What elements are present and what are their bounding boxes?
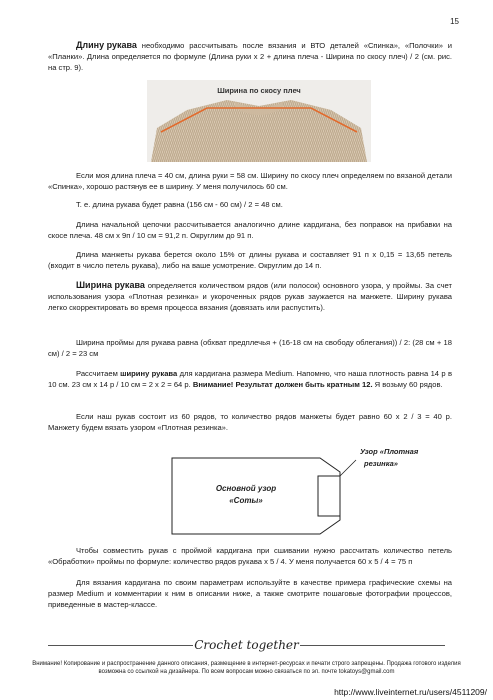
sleeve-photo	[147, 80, 371, 162]
footer-logo: Crochet together	[194, 638, 299, 652]
main-pattern-label-1: Основной узор	[215, 484, 277, 493]
paragraph-instructions: Для вязания кардигана по своим параметрам используйте в качестве примера графические схемы на размер Medium и комментарии к ним в описании ниже, а также смотрите пошаговые фотографии процессов, приведенные в мастер-классе.	[48, 578, 452, 610]
watermark-url: http://www.liveinternet.ru/users/4511209/	[334, 687, 487, 697]
attention-note: Внимание! Результат должен быть кратным 12.	[192, 380, 373, 390]
paragraph-sleeve-result: Т. е. длина рукава будет равна (156 см - 60 см) / 2 = 48 см.	[76, 200, 283, 209]
shoulder-width-label: Ширина по скосу плеч	[217, 86, 301, 95]
paragraph-cuff-rows: Если наш рукав состоит из 60 рядов, то количество рядов манжеты будет равно 60 х 2 / 3 = 40 р. Манжету будем вязать узором «Плотная резинка».	[48, 412, 452, 433]
paragraph-armhole-width: Ширина проймы для рукава равна (обхват предплечья + (16-18 см на свободу облегания)) / 2: (28 см + 18 см) / 2 = 23 см	[48, 338, 452, 359]
paragraph-cuff-length: Длина манжеты рукава берется около 15% от длины рукава и составляет 91 п х 0,15 = 13,65 петель (входит в число петель рукава), либо на ваше усмотрение. Округлим до 14 п.	[48, 250, 452, 271]
sleeve-width-term: ширину рукава	[120, 369, 178, 378]
copyright-notice: Внимание! Копирование и распространение данного описания, размещение в интернет-ресурсах и печати строго запрещены. Продажа готового изделия возможна со ссылкой на дизайнера. По всем вопросам можно связаться по эл. почте tokatoys@gmail.com	[32, 661, 461, 676]
page-number: 15	[450, 17, 459, 26]
cuff-pattern-label-1: Узор «Плотная	[360, 447, 419, 456]
paragraph-chain-length: Длина начальной цепочки рассчитывается аналогично длине кардигана, без поправок на прибавки на скосе плеча. 48 см х 9п / 10 см = 91,2 п. Округлим до 91 п.	[48, 220, 452, 241]
paragraph-shoulder-length: Если моя длина плеча = 40 см, длина руки = 58 см. Ширину по скосу плеч определяем по вязаной детали «Спинка», хорошо растянув ее в ширину. У меня получилось 60 см.	[48, 171, 452, 192]
sleeve-length-text: необходимо рассчитывать после вязания и ВТО деталей «Спинка», «Полочки» и «Планки». Длина определяется по формуле (Длина руки х 2 + длина плеча - Ширина по скосу плеч) / 2 (см. рис. на стр. 9).	[48, 41, 452, 73]
sleeve-width-text: определяется количеством рядов (или полосок) основного узора, у проймы. За счет использования узора «Плотная резинка» и укороченных рядов рукав заужается на манжете. Ширину рукава легко скорректировать во время процесса вязания (довязать или распустить).	[48, 281, 452, 313]
sleeve-width-heading: Ширина рукава	[76, 280, 145, 290]
paragraph-width-calc: Рассчитаем ширину рукава для кардигана размера Medium. Напомню, что наша плотность равна 14 р в 10 см. 23 см х 14 р / 10 см = 2 х 2 = 64 р. Внимание! Результат должен быть кратным 12. Я возьму 60 рядов.	[48, 369, 452, 390]
sleeve-diagram	[170, 446, 420, 538]
sleeve-length-paragraph	[48, 40, 452, 74]
cuff-rectangle	[318, 476, 340, 516]
paragraph-armhole-stitches: Чтобы совместить рукав с проймой кардигана при сшивании нужно рассчитать количество петель «Обработки» проймы по формуле: количество рядов рукава х 5 / 4. У меня получается 60 х 5 / 4 = 75 п	[48, 546, 452, 567]
main-pattern-label-2: «Соты»	[229, 496, 263, 505]
sleeve-width-paragraph	[48, 280, 452, 314]
cuff-pointer-line	[340, 460, 356, 476]
cuff-pattern-label-2: резинка»	[364, 459, 398, 468]
sleeve-length-heading: Длину рукава	[76, 40, 137, 50]
